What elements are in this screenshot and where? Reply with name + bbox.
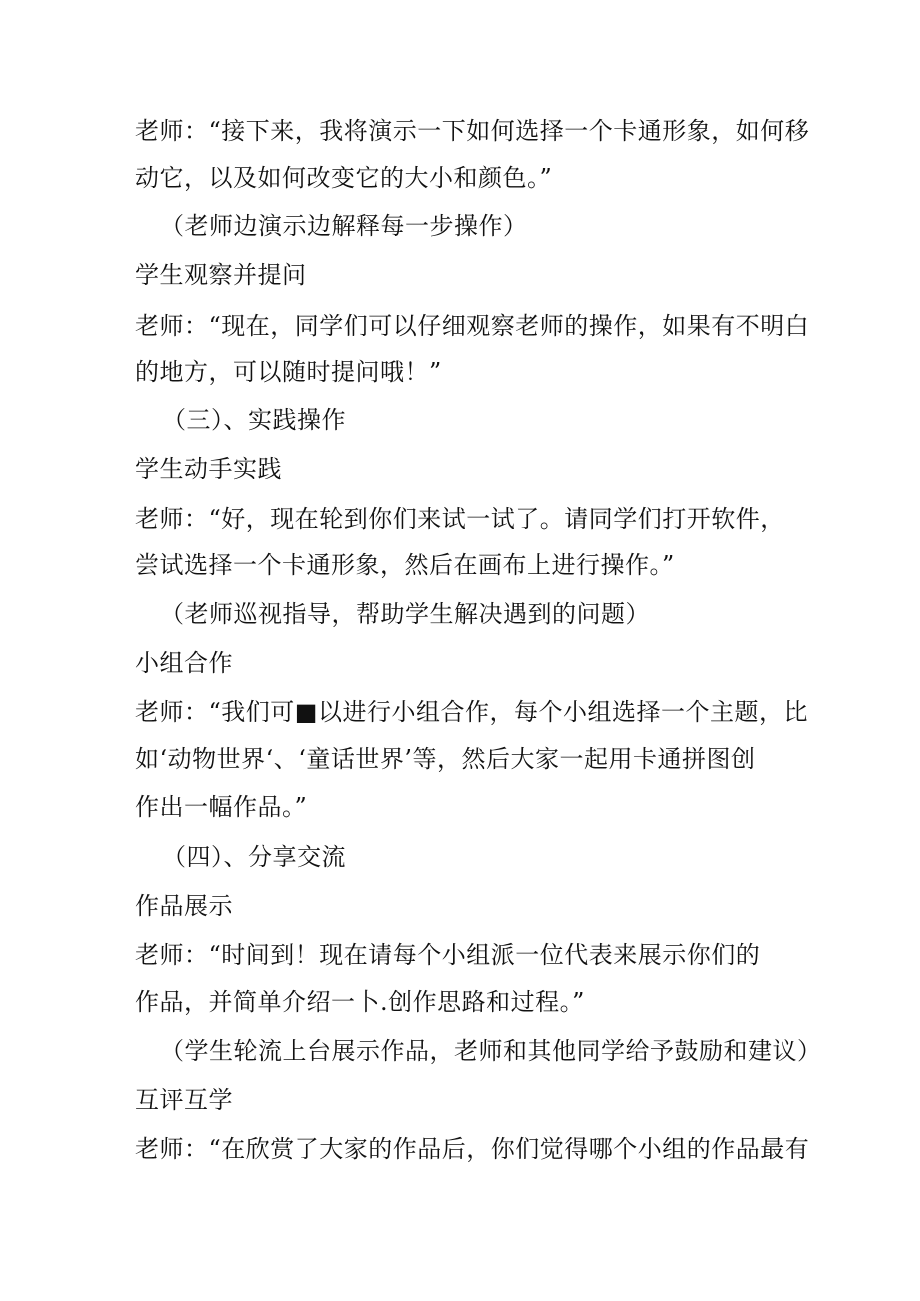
paragraph-line: 作品，并简单介绍一卜.创作思路和过程。” bbox=[135, 988, 585, 1016]
paragraph-line: 如‘动物世界‘、‘童话世界’等，然后大家一起用卡通拼图创 bbox=[135, 745, 756, 773]
subheading: 学生动手实践 bbox=[135, 455, 282, 483]
stage-direction: （老师边演示边解释每一步操作） bbox=[160, 212, 528, 240]
paragraph-line: 老师：“时间到！现在请每个小组派一位代表来展示你们的 bbox=[135, 941, 761, 969]
paragraph-line: 老师：“好，现在轮到你们来试一试了。请同学们打开软件， bbox=[135, 505, 785, 533]
paragraph-line: 老师：“现在，同学们可以仔细观察老师的操作，如果有不明白 bbox=[135, 312, 810, 340]
subheading: 学生观察并提问 bbox=[135, 261, 307, 289]
paragraph-line: 老师：“我们可■以进行小组合作，每个小组选择一个主题，比 bbox=[135, 698, 808, 726]
stage-direction: （老师巡视指导，帮助学生解决遇到的问题） bbox=[160, 600, 650, 628]
paragraph-line: 作出一幅作品。” bbox=[135, 793, 308, 821]
paragraph-line: 的地方，可以随时提问哦！” bbox=[135, 358, 442, 386]
paragraph-line: 尝试选择一个卡通形象，然后在画布上进行操作。” bbox=[135, 551, 675, 579]
section-heading: （三）、实践操作 bbox=[162, 406, 346, 434]
paragraph-line: 老师：“在欣赏了大家的作品后，你们觉得哪个小组的作品最有 bbox=[135, 1135, 810, 1163]
paragraph-line: 动它，以及如何改变它的大小和颜色。” bbox=[135, 164, 553, 192]
subheading: 小组合作 bbox=[135, 649, 233, 677]
stage-direction: （学生轮流上台展示作品，老师和其他同学给予鼓励和建议） bbox=[160, 1037, 822, 1065]
section-heading: （四）、分享交流 bbox=[162, 843, 346, 871]
subheading: 作品展示 bbox=[135, 892, 233, 920]
subheading: 互评互学 bbox=[135, 1086, 233, 1114]
paragraph-line: 老师：“接下来，我将演示一下如何选择一个卡通形象，如何移 bbox=[135, 117, 810, 145]
